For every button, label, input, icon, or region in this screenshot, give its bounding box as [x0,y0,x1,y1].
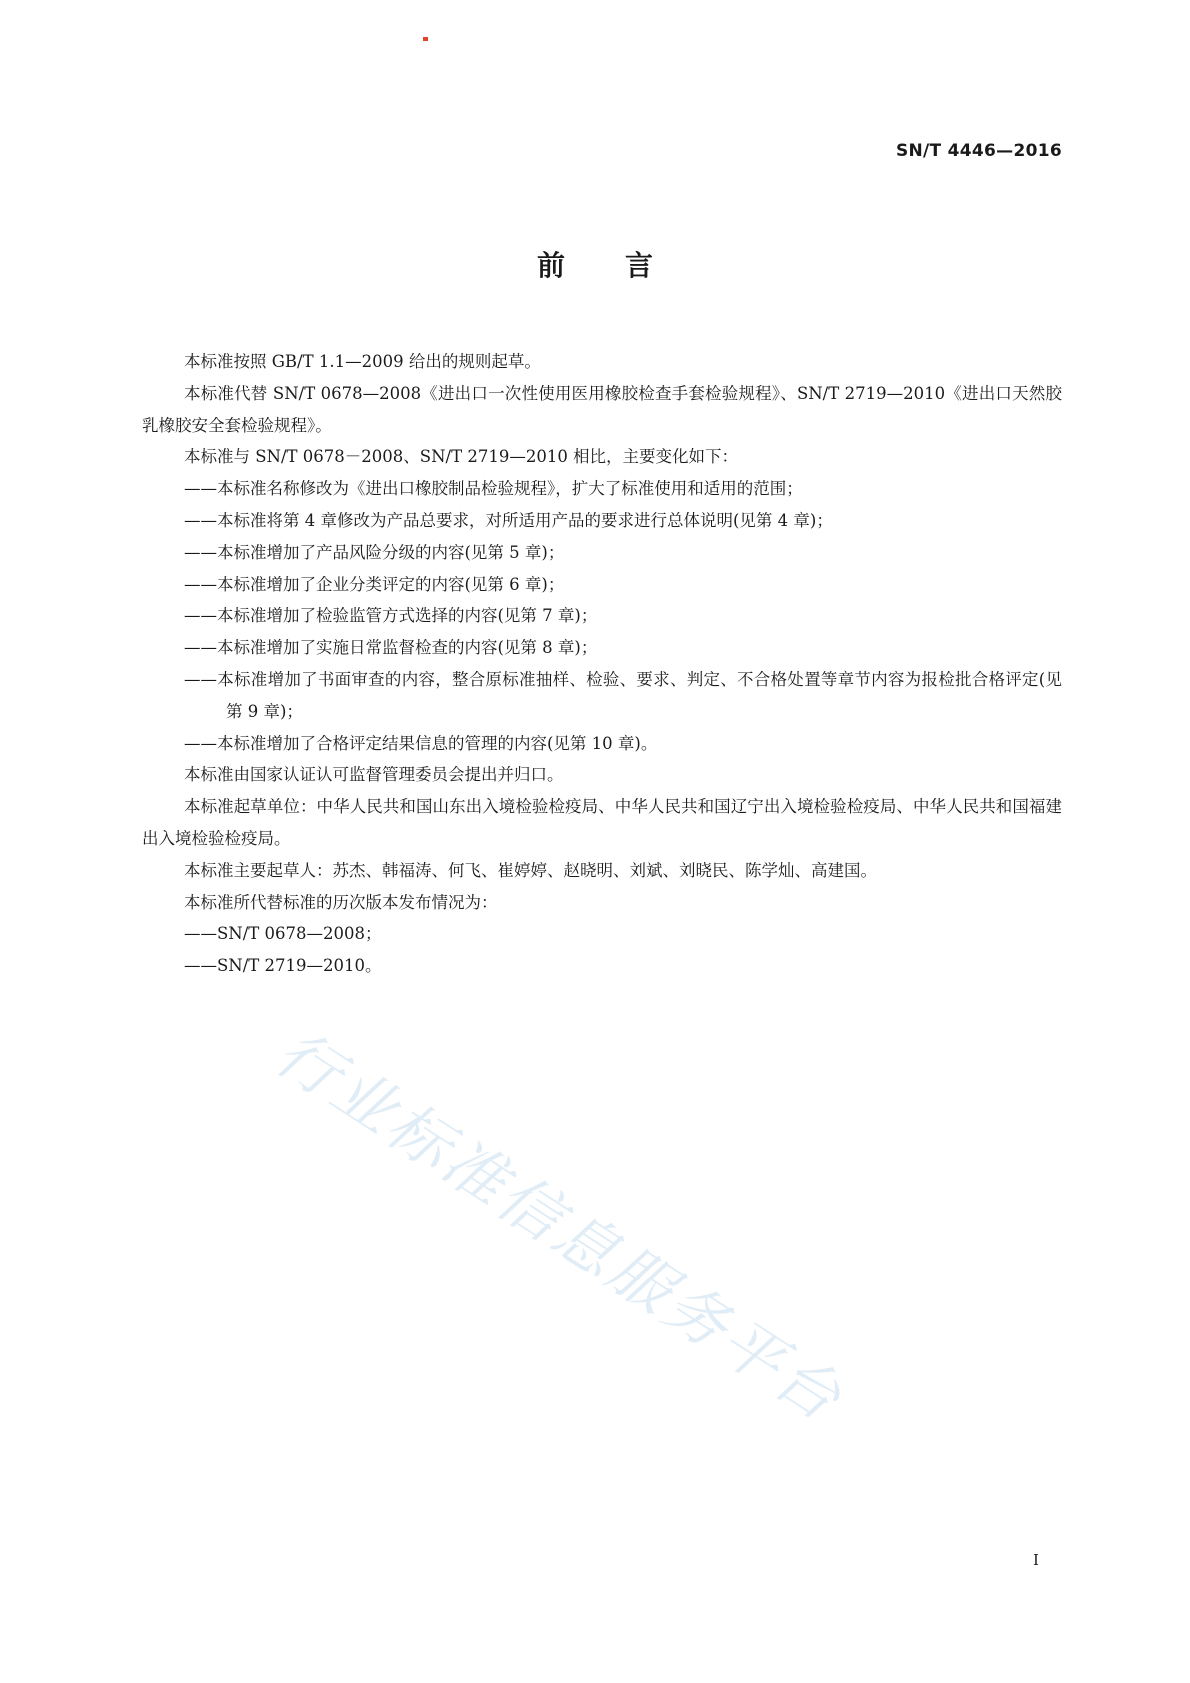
change-item: ——本标准增加了检验监管方式选择的内容(见第 7 章)； [184,606,598,626]
page-title: 前言 [536,249,713,282]
change-item: ——本标准增加了实施日常监督检查的内容(见第 8 章)； [184,638,598,658]
change-item: ——本标准将第 4 章修改为产品总要求，对所适用产品的要求进行总体说明(见第 4 章)； [184,510,833,530]
paragraph: 本标准代替 SN/T 0678—2008《进出口一次性使用医用橡胶检查手套检验规程》、SN/T 2719—2010《进出口天然胶乳橡胶安全套检验规程》。 [142,383,1062,435]
paragraph: 本标准主要起草人：苏杰、韩福涛、何飞、崔婷婷、赵晓明、刘斌、刘晓民、陈学灿、高建国。 [184,860,877,880]
page-number: I [1033,1551,1039,1569]
change-item: ——本标准名称修改为《进出口橡胶制品检验规程》，扩大了标准使用和适用的范围； [184,479,803,499]
paragraph: 本标准所代替标准的历次版本发布情况为： [184,892,498,912]
watermark: 行业标准信息服务平台 [263,1015,857,1437]
change-item: ——本标准增加了企业分类评定的内容(见第 6 章)； [184,574,565,594]
change-item: ——本标准增加了书面审查的内容，整合原标准抽样、检验、要求、判定、不合格处置等章节内容为报检批合格评定(见第 9 章)； [184,669,1062,721]
change-item: ——本标准增加了产品风险分级的内容(见第 5 章)； [184,542,565,562]
foreword-body [142,346,1062,982]
paragraph: 本标准由国家认证认可监督管理委员会提出并归口。 [184,765,564,785]
red-mark [423,37,428,41]
version-item: ——SN/T 2719—2010。 [184,956,382,976]
paragraph: 本标准与 SN/T 0678－2008、SN/T 2719—2010 相比，主要变化如下： [184,447,739,467]
version-item: ——SN/T 0678—2008； [184,924,382,944]
paragraph: 本标准起草单位：中华人民共和国山东出入境检验检疫局、中华人民共和国辽宁出入境检验检疫局、中华人民共和国福建出入境检验检疫局。 [142,797,1062,848]
standard-number: SN/T 4446—2016 [895,141,1062,161]
change-item: ——本标准增加了合格评定结果信息的管理的内容(见第 10 章)。 [184,733,658,753]
paragraph: 本标准按照 GB/T 1.1—2009 给出的规则起草。 [184,352,541,371]
